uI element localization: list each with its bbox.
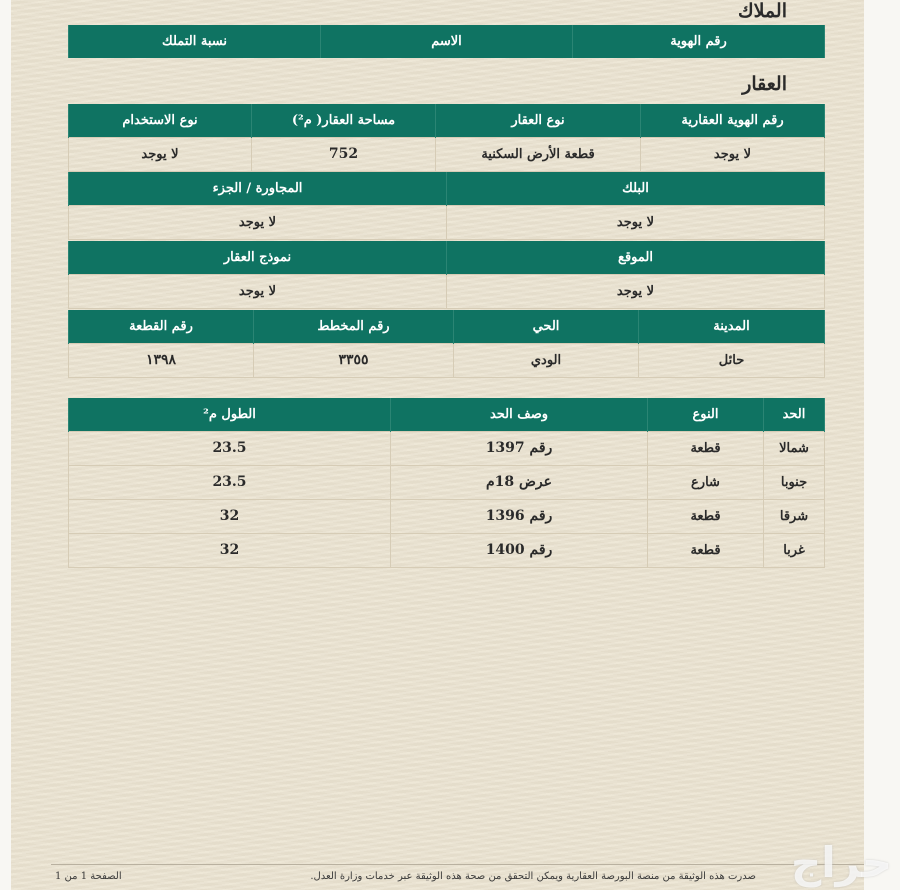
block-value-row xyxy=(69,205,825,239)
boundary-side: غربا xyxy=(764,533,825,567)
footer-page-number: الصفحة 1 من 1 xyxy=(55,871,122,882)
header-plan-number: رقم المخطط xyxy=(254,310,454,343)
block-table xyxy=(68,172,825,240)
boundary-length: 23.5 xyxy=(69,465,391,499)
header-district: الحي xyxy=(454,310,639,343)
property-info-table xyxy=(68,104,825,172)
owners-header-name: الاسم xyxy=(321,25,573,58)
boundary-description: رقم 1397 xyxy=(391,431,648,465)
value-city: حائل xyxy=(639,343,825,377)
value-property-id: لا يوجد xyxy=(641,137,825,171)
document-page xyxy=(11,0,864,890)
boundary-description: عرض 18م xyxy=(391,465,648,499)
header-boundary-type: النوع xyxy=(648,398,764,431)
header-property-type: نوع العقار xyxy=(436,104,641,137)
footer-divider xyxy=(51,864,864,865)
header-location: الموقع xyxy=(447,241,825,274)
address-header-row xyxy=(69,310,825,343)
value-property-model: لا يوجد xyxy=(69,274,447,308)
boundary-type: قطعة xyxy=(648,499,764,533)
header-property-area: مساحة العقار( م²) xyxy=(252,104,436,137)
boundary-row-west xyxy=(69,533,825,567)
value-block: لا يوجد xyxy=(447,205,825,239)
boundaries-table xyxy=(68,398,825,568)
boundary-length: 23.5 xyxy=(69,431,391,465)
boundary-side: جنوبا xyxy=(764,465,825,499)
owners-header-share: نسبة التملك xyxy=(69,25,321,58)
header-boundary-description: وصف الحد xyxy=(391,398,648,431)
location-table xyxy=(68,241,825,309)
boundary-row-east xyxy=(69,499,825,533)
address-table xyxy=(68,310,825,378)
location-header-row xyxy=(69,241,825,274)
boundaries-header-row xyxy=(69,398,825,431)
value-property-type: قطعة الأرض السكنية xyxy=(436,137,641,171)
boundary-length: 32 xyxy=(69,533,391,567)
address-value-row xyxy=(69,343,825,377)
header-neighborhood-part: المجاورة / الجزء xyxy=(69,172,447,205)
header-block: البلك xyxy=(447,172,825,205)
property-info-value-row xyxy=(69,137,825,171)
value-neighborhood-part: لا يوجد xyxy=(69,205,447,239)
header-usage-type: نوع الاستخدام xyxy=(69,104,252,137)
value-plot-number: ١٣٩٨ xyxy=(69,343,254,377)
boundary-side: شرقا xyxy=(764,499,825,533)
location-value-row xyxy=(69,274,825,308)
boundary-type: قطعة xyxy=(648,533,764,567)
property-info-header-row xyxy=(69,104,825,137)
owners-header-id: رقم الهوية xyxy=(573,25,825,58)
header-boundary-length: الطول م² xyxy=(69,398,391,431)
owners-header-row xyxy=(69,25,825,58)
header-boundary: الحد xyxy=(764,398,825,431)
footer-verification-note: صدرت هذه الوثيقة من منصة البورصة العقارية ويمكن التحقق من صحة هذه الوثيقة عبر خدمات وزارة العدل. xyxy=(310,871,756,882)
value-location: لا يوجد xyxy=(447,274,825,308)
value-usage-type: لا يوجد xyxy=(69,137,252,171)
boundary-row-south xyxy=(69,465,825,499)
boundary-description: رقم 1396 xyxy=(391,499,648,533)
header-plot-number: رقم القطعة xyxy=(69,310,254,343)
boundary-side: شمالا xyxy=(764,431,825,465)
header-property-id: رقم الهوية العقارية xyxy=(641,104,825,137)
header-property-model: نموذج العقار xyxy=(69,241,447,274)
value-district: الودي xyxy=(454,343,639,377)
boundary-description: رقم 1400 xyxy=(391,533,648,567)
value-property-area: 752 xyxy=(252,137,436,171)
value-plan-number: ٣٣٥٥ xyxy=(254,343,454,377)
boundary-row-north xyxy=(69,431,825,465)
owners-section-title: الملاك xyxy=(737,0,787,22)
block-header-row xyxy=(69,172,825,205)
owners-table xyxy=(68,25,825,58)
boundary-type: قطعة xyxy=(648,431,764,465)
boundary-length: 32 xyxy=(69,499,391,533)
property-section-title: العقار xyxy=(742,73,787,95)
header-city: المدينة xyxy=(639,310,825,343)
boundary-type: شارع xyxy=(648,465,764,499)
haraj-watermark-logo: حراج xyxy=(790,838,892,887)
